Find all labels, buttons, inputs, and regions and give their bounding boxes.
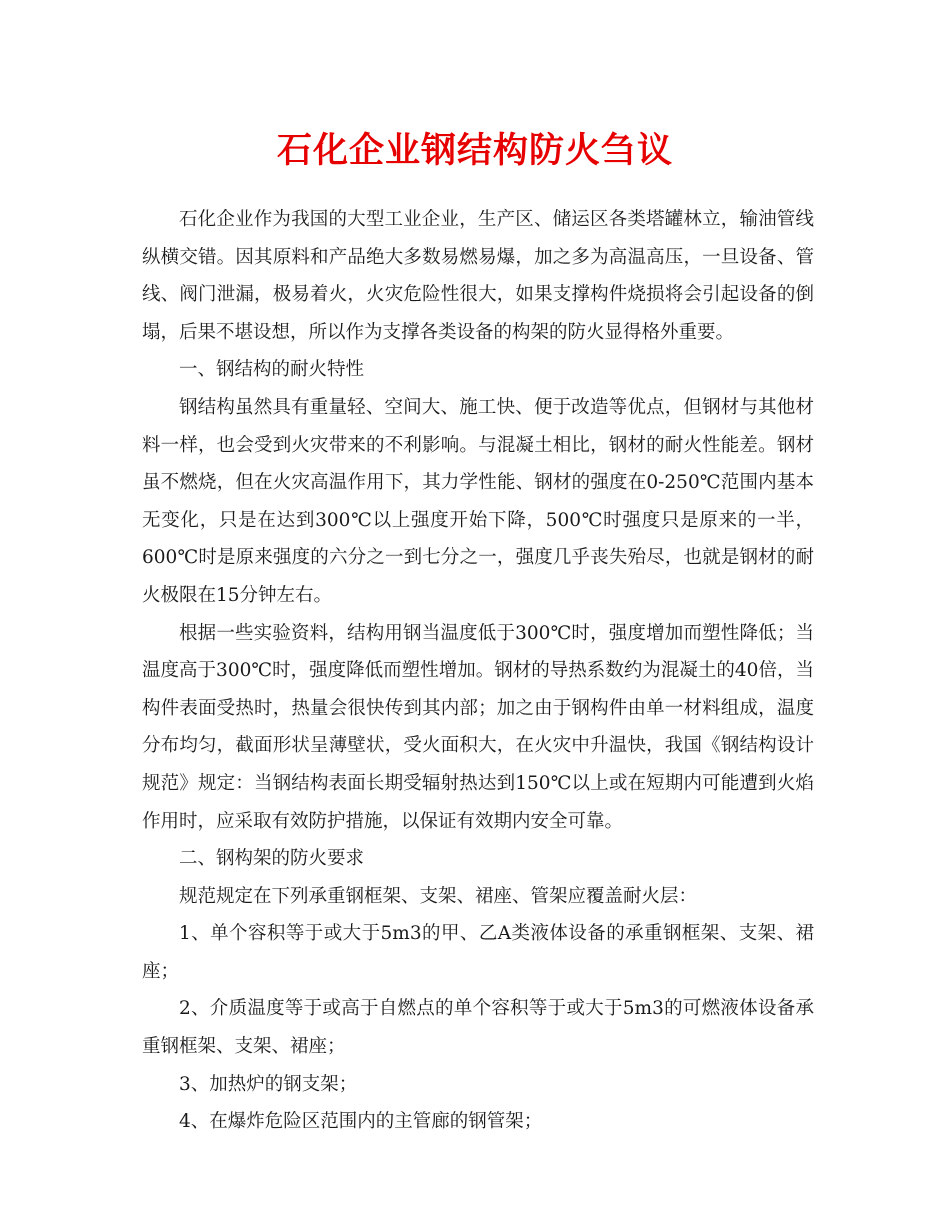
- body-paragraph: 钢结构虽然具有重量轻、空间大、施工快、便于改造等优点，但钢材与其他材料一样，也会受到火灾带来的不利影响。与混凝土相比，钢材的耐火性能差。钢材虽不燃烧，但在火灾高温作用下，其力学性能、钢材的强度在0-250℃范围内基本无变化，只是在达到300℃以上强度开始下降，500℃时强度只是原来的一半，600℃时是原来强度的六分之一到七分之一，强度几乎丧失殆尽，也就是钢材的耐火极限在15分钟左右。: [142, 396, 814, 606]
- list-item: 3、加热炉的钢支架；: [179, 1073, 358, 1095]
- section-heading-2: 二、钢构架的防火要求: [179, 848, 365, 870]
- body-paragraph: 规范规定在下列承重钢框架、支架、裙座、管架应覆盖耐火层：: [179, 885, 698, 907]
- body-paragraph: 根据一些实验资料，结构用钢当温度低于300℃时，强度增加而塑性降低；当温度高于300℃时，强度降低而塑性增加。钢材的导热系数约为混凝土的40倍，当构件表面受热时，热量会很快传到其内部；加之由于钢构件由单一材料组成，温度分布均匀，截面形状呈薄壁状，受火面积大，在火灾中升温快，我国《钢结构设计规范》规定：当钢结构表面长期受辐射热达到150℃以上或在短期内可能遭到火焰作用时，应采取有效防护措施，以保证有效期内安全可靠。: [142, 622, 814, 832]
- list-item: 4、在爆炸危险区范围内的主管廊的钢管架；: [179, 1111, 543, 1133]
- intro-paragraph: 石化企业作为我国的大型工业企业，生产区、储运区各类塔罐林立，输油管线纵横交错。因其原料和产品绝大多数易燃易爆，加之多为高温高压，一旦设备、管线、阀门泄漏，极易着火，火灾危险性很大，如果支撑构件烧损将会引起设备的倒塌，后果不堪设想，所以作为支撑各类设备的构架的防火显得格外重要。: [142, 209, 814, 343]
- section-heading-1: 一、钢结构的耐火特性: [179, 359, 365, 381]
- document-body: [142, 201, 814, 1141]
- document-title: 石化企业钢结构防火刍议: [276, 130, 673, 171]
- list-item: 2、介质温度等于或高于自燃点的单个容积等于或大于5m3的可燃液体设备承重钢框架、支架、裙座；: [142, 998, 814, 1058]
- list-item: 1、单个容积等于或大于5m3的甲、乙A类液体设备的承重钢框架、支架、裙座；: [142, 923, 814, 982]
